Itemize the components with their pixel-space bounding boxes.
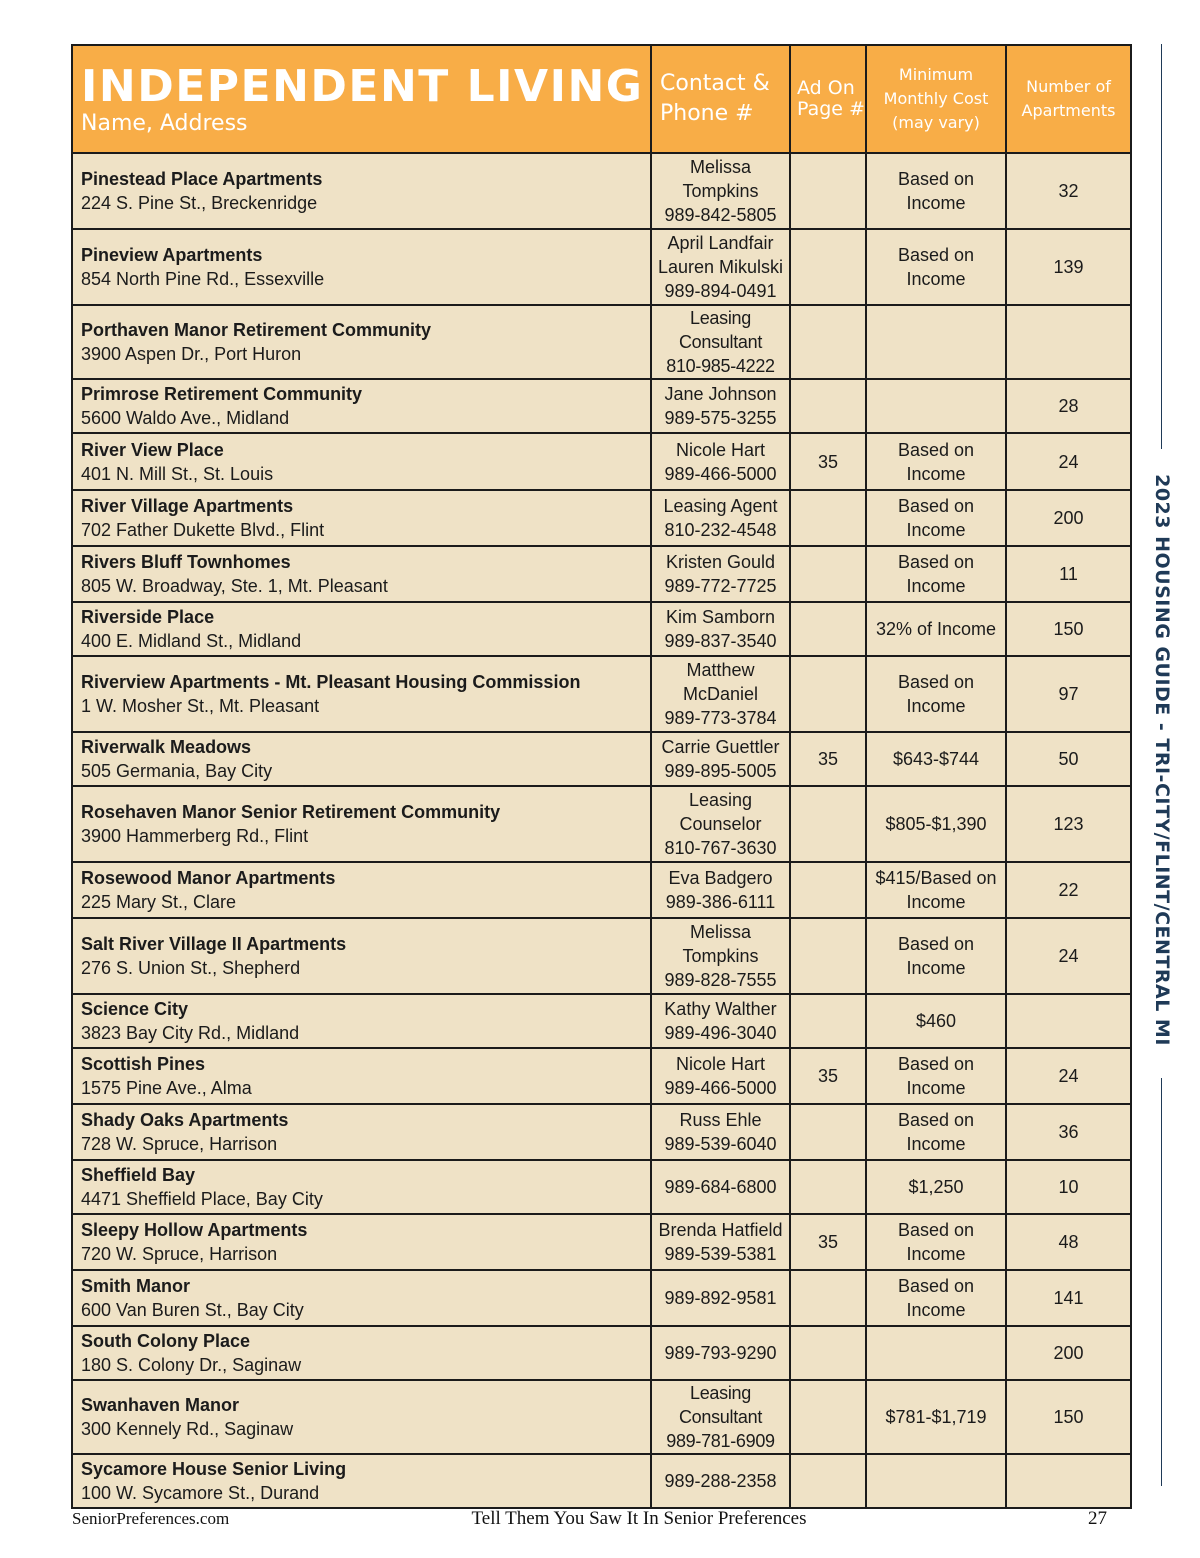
property-name: Sleepy Hollow Apartments [81, 1220, 308, 1240]
property-address: 505 Germania, Bay City [81, 761, 273, 781]
cell-contact [651, 379, 790, 433]
cost-line: 32% of Income [875, 619, 997, 639]
cell-name-address [72, 1270, 651, 1326]
cell-name-address [72, 490, 651, 546]
contact-line: Melissa [689, 922, 751, 942]
header-name-address [72, 45, 651, 153]
cell-contact [651, 1048, 790, 1104]
side-banner-text: 2023 HOUSING GUIDE - TRI-CITY/FLINT/CENTRAL MI [1151, 474, 1173, 1046]
cell-apartments: 24 [1006, 1048, 1131, 1104]
table-row [72, 1214, 1131, 1270]
cell-apartments: 22 [1006, 862, 1131, 918]
cell-contact [651, 1104, 790, 1160]
cell-contact [651, 1454, 790, 1508]
contact-line: 989-772-7725 [664, 576, 777, 596]
cost-line: $460 [915, 1011, 957, 1031]
cell-ad-page [790, 379, 866, 433]
table-row [72, 1326, 1131, 1380]
column-header-contact [651, 45, 790, 153]
property-name: River View Place [81, 439, 224, 460]
property-name: Salt River Village II Apartments [81, 934, 347, 954]
cell-min-cost [866, 602, 1006, 656]
cell-contact [651, 305, 790, 379]
cell-apartments: 36 [1006, 1104, 1131, 1160]
cell-min-cost [866, 229, 1006, 305]
cost-line: $643-$744 [892, 749, 980, 769]
contact-line: 989-895-5005 [664, 761, 777, 781]
contact-line: 989-894-0491 [664, 281, 777, 301]
cell-name-address [72, 1214, 651, 1270]
cell-name-address [72, 602, 651, 656]
contact-line: 989-466-5000 [664, 1078, 777, 1098]
table-row [72, 153, 1131, 229]
cost-line: $805-$1,390 [885, 814, 987, 834]
contact-line: 989-496-3040 [664, 1023, 777, 1043]
contact-line: Leasing Agent [663, 496, 778, 516]
property-address: 720 W. Spruce, Harrison [81, 1244, 278, 1264]
cell-apartments: 123 [1006, 786, 1131, 862]
property-address: 1 W. Mosher St., Mt. Pleasant [81, 696, 320, 716]
cell-contact [651, 153, 790, 229]
column-header-apts-line1: Number of [1026, 77, 1111, 96]
property-name: Pinestead Place Apartments [81, 169, 323, 189]
cell-ad-page: 35 [790, 1048, 866, 1104]
cell-apartments: 97 [1006, 656, 1131, 732]
column-header-cost-line3: (may vary) [892, 113, 980, 132]
cell-name-address [72, 1454, 651, 1508]
column-header-contact-line1: Contact & [660, 71, 770, 96]
cell-apartments: 150 [1006, 602, 1131, 656]
cell-contact [651, 433, 790, 490]
cell-name-address [72, 229, 651, 305]
cell-apartments: 50 [1006, 732, 1131, 786]
column-header-cost-line2: Monthly Cost [883, 89, 989, 108]
cell-min-cost [866, 1270, 1006, 1326]
cell-apartments: 150 [1006, 1380, 1131, 1454]
cost-line: Based on [897, 1054, 975, 1074]
property-address: 400 E. Midland St., Midland [81, 631, 302, 651]
cell-apartments: 32 [1006, 153, 1131, 229]
cell-min-cost [866, 546, 1006, 602]
property-address: 300 Kennely Rd., Saginaw [81, 1419, 294, 1439]
cell-min-cost [866, 379, 1006, 433]
cell-apartments: 11 [1006, 546, 1131, 602]
cost-line: Income [906, 1134, 966, 1154]
contact-line: 989-288-2358 [664, 1471, 777, 1491]
contact-line: 989-539-5381 [664, 1244, 777, 1264]
cell-apartments: 141 [1006, 1270, 1131, 1326]
cell-contact [651, 490, 790, 546]
property-name: Swanhaven Manor [81, 1395, 240, 1415]
cell-min-cost [866, 433, 1006, 490]
cell-ad-page [790, 229, 866, 305]
cell-min-cost [866, 732, 1006, 786]
side-divider-top [1161, 44, 1162, 449]
cell-name-address [72, 1326, 651, 1380]
contact-line: 989-793-9290 [664, 1343, 777, 1363]
cell-name-address [72, 656, 651, 732]
side-banner [1148, 44, 1176, 1486]
cell-contact [651, 546, 790, 602]
property-address: 702 Father Dukette Blvd., Flint [81, 520, 325, 540]
cost-line: Income [906, 463, 966, 484]
cost-line: Based on [897, 1220, 975, 1240]
contact-line: 989-466-5000 [664, 463, 777, 484]
cell-ad-page [790, 1326, 866, 1380]
cost-line: Income [906, 576, 966, 596]
contact-line: Carrie Guettler [661, 737, 780, 757]
cell-min-cost [866, 153, 1006, 229]
cell-name-address [72, 153, 651, 229]
contact-line: Leasing Consultant [678, 1383, 763, 1427]
property-address: 854 North Pine Rd., Essexville [81, 269, 325, 289]
cost-line: Based on [897, 169, 975, 189]
column-header-apts-line2: Apartments [1021, 101, 1116, 120]
column-header-min-cost [866, 45, 1006, 153]
contact-line: Kathy Walther [664, 999, 777, 1019]
cell-min-cost [866, 1160, 1006, 1214]
independent-living-table [71, 44, 1132, 1509]
cost-line: Income [906, 892, 966, 912]
cell-ad-page [790, 786, 866, 862]
column-header-contact-line2: Phone # [660, 101, 754, 126]
property-name: Riverwalk Meadows [81, 737, 252, 757]
cell-contact [651, 994, 790, 1048]
contact-line: Russ Ehle [679, 1110, 762, 1130]
cell-apartments: 200 [1006, 1326, 1131, 1380]
contact-line: Leasing [688, 790, 753, 810]
cell-name-address [72, 1160, 651, 1214]
cost-line: Income [906, 1078, 966, 1098]
cell-name-address [72, 433, 651, 490]
property-name: Sycamore House Senior Living [81, 1459, 347, 1479]
property-address: 276 S. Union St., Shepherd [81, 958, 301, 978]
cost-line: Based on [897, 496, 975, 516]
cost-line: Based on [897, 439, 975, 460]
property-name: Sheffield Bay [81, 1165, 196, 1185]
table-row [72, 546, 1131, 602]
cell-min-cost [866, 1214, 1006, 1270]
section-title: INDEPENDENT LIVING [81, 61, 644, 112]
column-header-apartments [1006, 45, 1131, 153]
contact-line: Leasing Consultant [678, 308, 763, 352]
property-name: Rosehaven Manor Senior Retirement Community [81, 802, 501, 822]
table-row [72, 490, 1131, 546]
cell-contact [651, 862, 790, 918]
contact-line: Jane Johnson [664, 384, 777, 404]
contact-line: 989-575-3255 [664, 408, 777, 428]
cell-apartments [1006, 305, 1131, 379]
cell-contact [651, 1326, 790, 1380]
contact-line: 989-539-6040 [664, 1134, 777, 1154]
cell-ad-page [790, 1160, 866, 1214]
contact-line: Tompkins [682, 181, 759, 201]
cell-apartments: 48 [1006, 1214, 1131, 1270]
contact-line: Kristen Gould [665, 552, 776, 572]
column-header-ad-page [790, 45, 866, 153]
property-address: 1575 Pine Ave., Alma [81, 1078, 252, 1098]
property-name: South Colony Place [81, 1331, 251, 1351]
cost-line: Income [906, 1244, 966, 1264]
contact-line: Tompkins [682, 946, 759, 966]
cell-name-address [72, 918, 651, 994]
cell-ad-page [790, 1454, 866, 1508]
cell-apartments: 200 [1006, 490, 1131, 546]
contact-line: April Landfair [667, 233, 774, 253]
cell-min-cost [866, 1048, 1006, 1104]
property-name: Shady Oaks Apartments [81, 1110, 289, 1130]
property-name: Scottish Pines [81, 1054, 206, 1074]
contact-line: Kim Samborn [665, 607, 776, 627]
property-name: Primrose Retirement Community [81, 384, 363, 404]
cell-ad-page: 35 [790, 1214, 866, 1270]
cell-ad-page [790, 1380, 866, 1454]
property-name: Riverside Place [81, 607, 215, 627]
table-row [72, 1048, 1131, 1104]
cell-ad-page [790, 602, 866, 656]
cost-line: Based on [897, 672, 975, 692]
contact-line: 810-985-4222 [666, 356, 775, 376]
contact-line: 989-842-5805 [664, 205, 777, 225]
table-row [72, 994, 1131, 1048]
cell-ad-page [790, 918, 866, 994]
cell-name-address [72, 1048, 651, 1104]
property-address: 224 S. Pine St., Breckenridge [81, 193, 318, 213]
cell-name-address [72, 786, 651, 862]
property-name: River Village Apartments [81, 496, 294, 516]
property-address: 600 Van Buren St., Bay City [81, 1300, 304, 1320]
table-row [72, 1380, 1131, 1454]
property-name: Smith Manor [81, 1276, 191, 1296]
table-row [72, 379, 1131, 433]
property-name: Science City [81, 999, 189, 1019]
cost-line: $781-$1,719 [885, 1407, 987, 1427]
cell-min-cost [866, 656, 1006, 732]
cell-ad-page [790, 656, 866, 732]
cell-min-cost [866, 1326, 1006, 1380]
cell-apartments [1006, 994, 1131, 1048]
cell-contact [651, 732, 790, 786]
cell-contact [651, 656, 790, 732]
table-row [72, 1104, 1131, 1160]
cell-name-address [72, 546, 651, 602]
cell-apartments: 139 [1006, 229, 1131, 305]
cell-ad-page [790, 153, 866, 229]
table-row [72, 656, 1131, 732]
property-name: Porthaven Manor Retirement Community [81, 320, 432, 340]
side-divider-bottom [1161, 1078, 1162, 1486]
table-row [72, 918, 1131, 994]
contact-line: 989-386-6111 [665, 892, 776, 912]
property-address: 805 W. Broadway, Ste. 1, Mt. Pleasant [81, 576, 388, 596]
column-header-cost-line1: Minimum [898, 65, 974, 84]
cost-line: Income [906, 696, 966, 716]
cost-line: Income [906, 1300, 966, 1320]
cell-contact [651, 786, 790, 862]
cost-line: Based on [897, 245, 975, 265]
property-address: 3900 Aspen Dr., Port Huron [81, 344, 302, 364]
footer-website: SeniorPreferences.com [72, 1509, 230, 1528]
table-row [72, 305, 1131, 379]
cell-contact [651, 602, 790, 656]
cost-line: Based on [897, 1110, 975, 1130]
table-header-row [72, 45, 1131, 153]
page-number: 27 [1088, 1508, 1107, 1529]
table-row [72, 1160, 1131, 1214]
cell-ad-page [790, 490, 866, 546]
cell-ad-page: 35 [790, 732, 866, 786]
cell-name-address [72, 862, 651, 918]
cell-contact [651, 1380, 790, 1454]
cell-apartments: 24 [1006, 918, 1131, 994]
cell-name-address [72, 1104, 651, 1160]
contact-line: Matthew [686, 660, 755, 680]
property-name: Rivers Bluff Townhomes [81, 552, 291, 572]
cost-line: Based on [897, 934, 975, 954]
cell-name-address [72, 305, 651, 379]
cell-ad-page [790, 1270, 866, 1326]
cost-line: Income [906, 520, 966, 540]
contact-line: 810-232-4548 [664, 520, 777, 540]
cell-contact [651, 229, 790, 305]
cell-ad-page [790, 546, 866, 602]
cell-name-address [72, 1380, 651, 1454]
cell-contact [651, 1214, 790, 1270]
contact-line: Brenda Hatfield [658, 1220, 783, 1240]
property-address: 180 S. Colony Dr., Saginaw [81, 1355, 302, 1375]
table-row [72, 602, 1131, 656]
table-row [72, 229, 1131, 305]
contact-line: Counselor [679, 814, 762, 834]
cell-contact [651, 918, 790, 994]
property-address: 225 Mary St., Clare [81, 892, 237, 912]
contact-line: Eva Badgero [668, 868, 773, 888]
column-header-ad-line1: Ad On [797, 77, 855, 99]
cost-line: Income [906, 193, 966, 213]
table-row [72, 433, 1131, 490]
cell-min-cost [866, 490, 1006, 546]
contact-line: 989-828-7555 [664, 970, 777, 990]
cost-line: Based on [897, 552, 975, 572]
cell-contact [651, 1160, 790, 1214]
cell-apartments [1006, 1454, 1131, 1508]
property-address: 401 N. Mill St., St. Louis [81, 463, 274, 484]
cell-min-cost [866, 862, 1006, 918]
cell-min-cost [866, 1104, 1006, 1160]
table-row [72, 1270, 1131, 1326]
contact-line: Nicole Hart [675, 439, 766, 460]
cell-min-cost [866, 305, 1006, 379]
contact-line: 989-684-6800 [664, 1177, 777, 1197]
contact-line: 989-837-3540 [664, 631, 777, 651]
table-body [72, 153, 1131, 1508]
cell-contact [651, 1270, 790, 1326]
contact-line: Lauren Mikulski [657, 257, 784, 277]
table-row [72, 1454, 1131, 1508]
property-address: 4471 Sheffield Place, Bay City [81, 1189, 323, 1209]
cost-line: Based on [897, 1276, 975, 1296]
property-name: Rosewood Manor Apartments [81, 868, 336, 888]
column-header-ad-line2: Page # [797, 98, 865, 120]
cell-ad-page: 35 [790, 433, 866, 490]
property-name: Pineview Apartments [81, 245, 263, 265]
cost-line: Income [906, 958, 966, 978]
cell-ad-page [790, 994, 866, 1048]
cell-name-address [72, 379, 651, 433]
cell-min-cost [866, 786, 1006, 862]
cell-min-cost [866, 1380, 1006, 1454]
property-address: 100 W. Sycamore St., Durand [81, 1483, 320, 1503]
contact-line: Nicole Hart [675, 1054, 766, 1074]
cell-min-cost [866, 994, 1006, 1048]
table-row [72, 732, 1131, 786]
cell-ad-page [790, 862, 866, 918]
table-row [72, 786, 1131, 862]
footer-tagline: Tell Them You Saw It In Senior Preferences [471, 1508, 807, 1529]
property-address: 728 W. Spruce, Harrison [81, 1134, 278, 1154]
contact-line: 989-781-6909 [666, 1431, 775, 1451]
contact-line: 989-773-3784 [664, 708, 777, 728]
cell-apartments: 28 [1006, 379, 1131, 433]
contact-line: Melissa [689, 157, 751, 177]
property-name: Riverview Apartments - Mt. Pleasant Housing Commission [81, 672, 581, 692]
cost-line: $1,250 [908, 1177, 964, 1197]
cost-line: Income [906, 269, 966, 289]
cell-apartments: 24 [1006, 433, 1131, 490]
property-address: 5600 Waldo Ave., Midland [81, 408, 290, 428]
cell-apartments: 10 [1006, 1160, 1131, 1214]
property-address: 3823 Bay City Rd., Midland [81, 1023, 300, 1043]
cost-line: $415/Based on [875, 868, 997, 888]
column-header-name-address: Name, Address [81, 111, 248, 136]
contact-line: McDaniel [682, 684, 759, 704]
cell-ad-page [790, 305, 866, 379]
cell-name-address [72, 994, 651, 1048]
cell-name-address [72, 732, 651, 786]
contact-line: 989-892-9581 [664, 1288, 777, 1308]
cell-min-cost [866, 918, 1006, 994]
cell-ad-page [790, 1104, 866, 1160]
table-row [72, 862, 1131, 918]
cell-min-cost [866, 1454, 1006, 1508]
contact-line: 810-767-3630 [664, 838, 777, 858]
property-address: 3900 Hammerberg Rd., Flint [81, 826, 309, 846]
